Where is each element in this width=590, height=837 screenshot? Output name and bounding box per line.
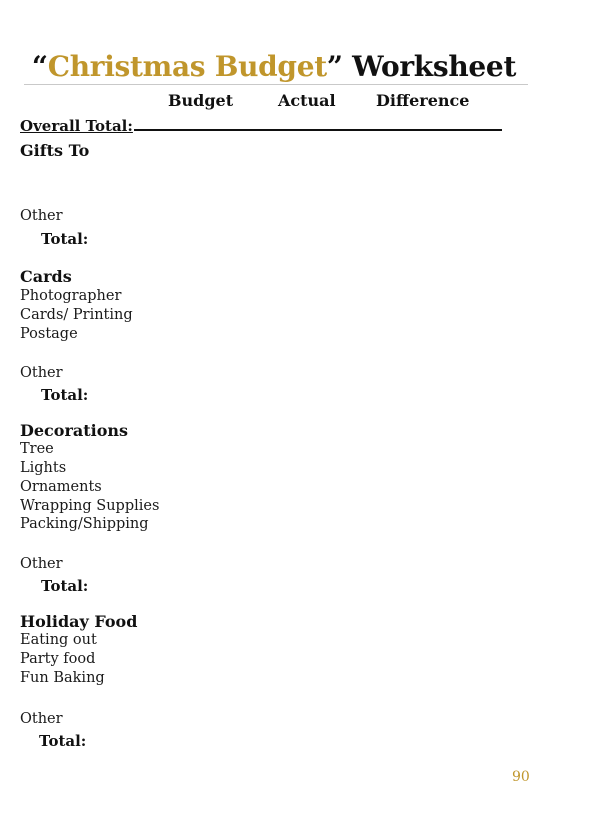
decorations-item-ornaments: Ornaments bbox=[20, 479, 102, 495]
title-highlight: Christmas Budget bbox=[47, 50, 327, 83]
page-title bbox=[0, 50, 548, 83]
section-heading-gifts: Gifts To bbox=[20, 141, 90, 160]
decorations-item-shipping: Packing/Shipping bbox=[20, 516, 149, 532]
decorations-item-lights: Lights bbox=[20, 460, 67, 476]
food-item-eating-out: Eating out bbox=[20, 632, 97, 648]
decorations-item-tree: Tree bbox=[20, 441, 54, 457]
cards-item-photographer: Photographer bbox=[20, 288, 122, 304]
title-rest: Worksheet bbox=[342, 50, 517, 83]
title-divider bbox=[24, 84, 528, 85]
title-open-quote: “ bbox=[31, 50, 48, 83]
cards-other: Other bbox=[20, 365, 63, 381]
column-header-budget: Budget bbox=[168, 91, 234, 110]
decorations-total: Total: bbox=[41, 577, 89, 595]
column-header-difference: Difference bbox=[376, 91, 470, 110]
overall-total-row bbox=[20, 117, 502, 135]
decorations-item-wrapping: Wrapping Supplies bbox=[20, 498, 160, 514]
section-heading-food: Holiday Food bbox=[20, 612, 138, 631]
column-header-actual: Actual bbox=[278, 91, 336, 110]
decorations-other: Other bbox=[20, 556, 63, 572]
food-other: Other bbox=[20, 711, 63, 727]
food-total: Total: bbox=[39, 732, 87, 750]
section-heading-decorations: Decorations bbox=[20, 421, 129, 440]
overall-total-label: Overall Total: bbox=[20, 117, 133, 135]
cards-total: Total: bbox=[41, 386, 89, 404]
section-heading-cards: Cards bbox=[20, 267, 72, 286]
cards-item-printing: Cards/ Printing bbox=[20, 307, 133, 323]
cards-item-postage: Postage bbox=[20, 326, 78, 342]
food-item-party-food: Party food bbox=[20, 651, 96, 667]
food-item-fun-baking: Fun Baking bbox=[20, 670, 105, 686]
gifts-other: Other bbox=[20, 208, 63, 224]
overall-total-line bbox=[134, 117, 502, 131]
page-number: 90 bbox=[512, 769, 530, 785]
gifts-total: Total: bbox=[41, 230, 89, 248]
title-close-quote: ” bbox=[326, 50, 343, 83]
